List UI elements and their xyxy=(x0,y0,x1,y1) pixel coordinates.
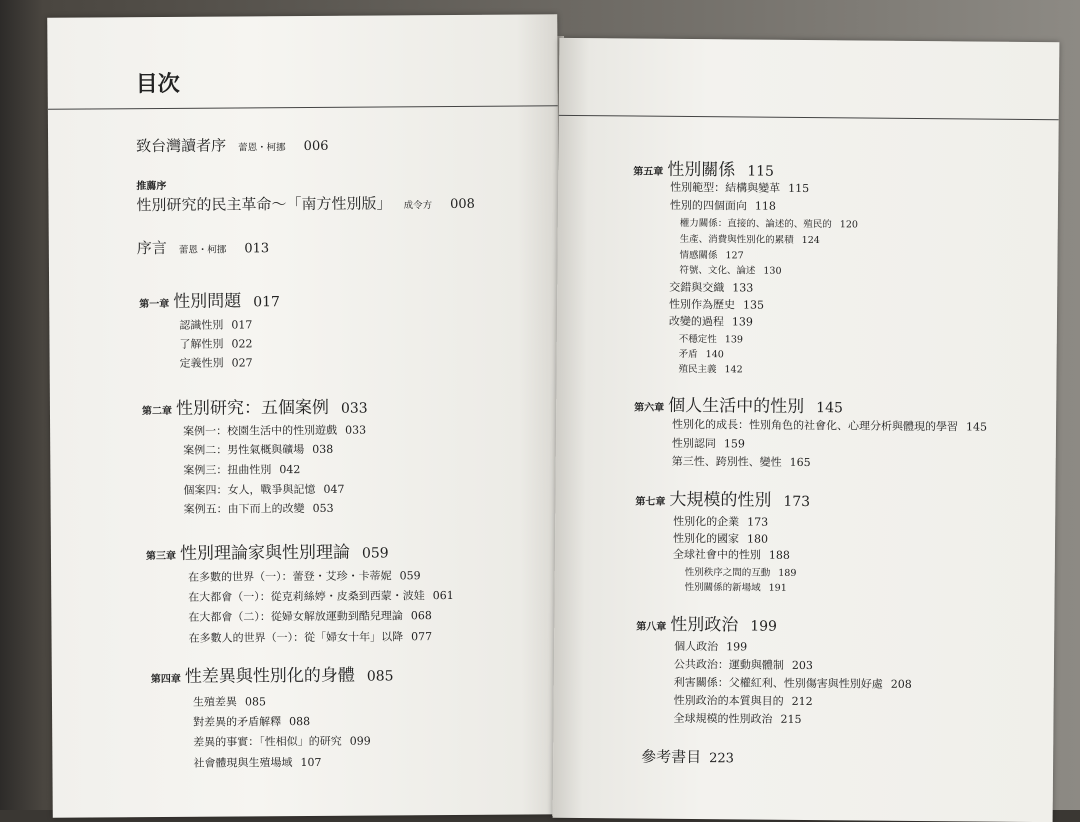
section-page: 208 xyxy=(890,677,912,691)
subsection-title: 權力關係：直接的、論述的、殖民的 xyxy=(679,217,832,231)
section-entry xyxy=(670,179,809,196)
subsection-entry xyxy=(679,331,743,346)
section-page: 088 xyxy=(289,714,311,729)
chapter-label: 第八章 xyxy=(636,621,667,633)
toc-title: 目次 xyxy=(135,71,180,98)
chapter-title: 個人生活中的性別 xyxy=(668,395,805,417)
section-title: 性別認同 xyxy=(671,436,716,451)
subsection-page: 142 xyxy=(724,364,743,376)
chapter-label: 第七章 xyxy=(635,496,666,508)
section-entry xyxy=(672,435,745,452)
chapter-page: 145 xyxy=(816,400,843,417)
section-title: 性別化的成長：性別角色的社會化、心理分析與體現的學習 xyxy=(671,417,959,434)
section-entry xyxy=(193,693,266,710)
section-entry xyxy=(188,628,432,646)
header-rule xyxy=(48,105,558,110)
section-entry xyxy=(188,567,421,585)
section-page: 139 xyxy=(731,315,753,329)
chapter-4-heading xyxy=(151,660,394,687)
section-title: 性別範型：結構與變革 xyxy=(670,180,781,195)
section-page: 022 xyxy=(231,337,253,351)
subsection-page: 120 xyxy=(839,219,858,231)
section-title: 定義性別 xyxy=(179,356,224,370)
chapter-label: 第六章 xyxy=(634,402,665,414)
subsection-page: 124 xyxy=(801,234,820,247)
section-page: 173 xyxy=(747,515,769,529)
chapter-title: 性別關係 xyxy=(667,159,736,181)
section-entry xyxy=(193,754,321,771)
chapter-title: 性別研究：五個案例 xyxy=(175,397,330,419)
subsection-entry xyxy=(685,564,797,579)
section-entry xyxy=(672,416,987,435)
section-entry xyxy=(183,422,366,439)
section-entry xyxy=(673,546,790,563)
section-title: 性別化的企業 xyxy=(673,514,740,529)
subsection-title: 矛盾 xyxy=(678,348,698,361)
section-entry xyxy=(669,313,753,330)
section-title: 對差異的矛盾解釋 xyxy=(193,715,282,729)
chapter-5-heading xyxy=(633,154,774,180)
back-matter-bibliography xyxy=(641,746,734,768)
chapter-8-heading xyxy=(636,610,777,636)
entry-page: 013 xyxy=(244,241,270,257)
header-rule xyxy=(559,115,1059,120)
section-entry xyxy=(673,513,768,530)
right-page xyxy=(553,38,1060,822)
section-page: 047 xyxy=(323,482,345,496)
subsection-page: 127 xyxy=(725,250,744,262)
subsection-entry xyxy=(679,247,743,262)
subsection-page: 189 xyxy=(778,567,797,579)
section-page: 165 xyxy=(789,455,811,470)
chapter-1-heading xyxy=(139,286,280,312)
chapter-title: 大規模的性別 xyxy=(669,489,772,511)
section-title: 在大都會（一）：從克莉絲婷・皮桑到西蒙・波娃 xyxy=(188,589,425,604)
section-page: 215 xyxy=(780,712,802,726)
section-entry xyxy=(674,692,813,709)
chapter-2-heading xyxy=(142,393,368,420)
entry-title: 性別研究的民主革命～「南方性別版」 xyxy=(136,194,392,215)
chapter-3-heading xyxy=(146,537,389,564)
front-matter-label: 推薦序 xyxy=(136,180,167,193)
section-page: 135 xyxy=(743,298,765,312)
section-page: 145 xyxy=(965,420,988,434)
section-title: 了解性別 xyxy=(179,337,224,351)
subsection-title: 生產、消費與性別化的累積 xyxy=(679,233,794,246)
subsection-page: 140 xyxy=(705,349,724,361)
section-entry xyxy=(669,296,764,313)
section-title: 認識性別 xyxy=(179,318,224,332)
chapter-label: 第二章 xyxy=(141,405,173,418)
section-title: 公共政治：運動與體制 xyxy=(673,657,785,672)
section-page: 203 xyxy=(791,658,814,673)
section-title: 性別的四個面向 xyxy=(669,198,748,213)
section-page: 053 xyxy=(312,501,334,515)
entry-title: 序言 xyxy=(136,238,167,258)
front-matter-recommendation xyxy=(136,192,474,215)
section-page: 061 xyxy=(432,588,454,603)
section-entry xyxy=(179,316,252,333)
section-title: 案例五：由下而上的改變 xyxy=(183,502,305,516)
section-entry xyxy=(188,587,454,605)
section-page: 033 xyxy=(345,423,367,437)
subsection-entry xyxy=(680,215,858,231)
section-page: 180 xyxy=(746,532,769,546)
subsection-page: 130 xyxy=(763,265,782,277)
chapter-page: 033 xyxy=(340,400,368,417)
front-matter-introduction xyxy=(137,236,270,258)
section-entry xyxy=(674,674,912,692)
section-title: 性別化的國家 xyxy=(672,531,740,546)
section-entry xyxy=(183,441,333,458)
chapter-label: 第五章 xyxy=(633,166,664,178)
left-page xyxy=(47,14,563,818)
entry-author: 蕾恩・柯挪 xyxy=(238,142,286,154)
subsection-title: 性別秩序之間的互動 xyxy=(684,566,771,579)
section-page: 188 xyxy=(768,548,790,562)
section-entry xyxy=(193,713,310,730)
chapter-label: 第四章 xyxy=(150,673,181,686)
chapter-title: 性差異與性別化的身體 xyxy=(184,665,355,687)
chapter-6-heading xyxy=(634,391,843,418)
entry-page: 223 xyxy=(709,751,735,767)
section-entry xyxy=(670,197,776,214)
section-entry xyxy=(188,607,432,625)
subsection-title: 符號、文化、論述 xyxy=(679,264,756,277)
chapter-label: 第一章 xyxy=(139,298,170,311)
subsection-entry xyxy=(685,579,787,594)
entry-page: 008 xyxy=(450,196,475,212)
chapter-page: 059 xyxy=(361,545,389,562)
subsection-entry xyxy=(679,346,724,360)
section-title: 個人政治 xyxy=(674,639,719,654)
section-page: 212 xyxy=(791,694,813,709)
section-entry xyxy=(180,354,253,371)
section-title: 在多數的世界（一）：蕾登・艾珍・卡蒂妮 xyxy=(188,569,392,584)
chapter-7-heading xyxy=(635,485,810,512)
chapter-page: 017 xyxy=(253,294,280,311)
section-page: 085 xyxy=(244,695,267,709)
chapter-page: 115 xyxy=(747,163,775,180)
chapter-page: 173 xyxy=(783,493,811,511)
subsection-title: 性別關係的新場域 xyxy=(684,581,761,594)
chapter-title: 性別理論家與性別理論 xyxy=(179,542,351,564)
section-title: 交錯與交織 xyxy=(669,280,725,295)
section-page: 038 xyxy=(312,442,334,456)
section-page: 017 xyxy=(231,318,253,332)
section-page: 059 xyxy=(399,569,421,583)
section-entry xyxy=(673,530,768,547)
section-title: 全球社會中的性別 xyxy=(672,547,761,562)
subsection-entry xyxy=(680,231,820,246)
section-page: 118 xyxy=(754,199,777,213)
section-title: 全球規模的性別政治 xyxy=(673,711,773,726)
section-page: 199 xyxy=(726,640,748,654)
section-entry xyxy=(669,279,753,296)
section-entry xyxy=(193,733,371,750)
section-entry xyxy=(183,481,344,498)
section-title: 性別政治的本質與目的 xyxy=(673,693,784,708)
subsection-entry xyxy=(679,262,781,277)
section-entry xyxy=(179,335,252,352)
section-page: 107 xyxy=(300,755,322,770)
subsection-title: 殖民主義 xyxy=(678,363,717,376)
section-entry xyxy=(184,500,334,517)
section-page: 159 xyxy=(723,437,745,451)
section-entry xyxy=(672,453,811,470)
section-page: 042 xyxy=(279,463,301,477)
section-title: 差異的事實：「性相似」的研究 xyxy=(193,734,342,749)
section-page: 099 xyxy=(349,734,371,748)
chapter-title: 性別政治 xyxy=(670,614,739,636)
section-page: 077 xyxy=(410,630,433,644)
subsection-entry xyxy=(678,361,742,376)
section-title: 生殖差異 xyxy=(192,695,238,709)
section-page: 115 xyxy=(788,181,810,196)
section-entry xyxy=(183,461,300,478)
section-entry xyxy=(673,710,801,727)
subsection-page: 191 xyxy=(768,582,787,594)
section-title: 案例二：男性氣概與礦場 xyxy=(183,443,305,457)
section-entry xyxy=(674,656,813,673)
chapter-title: 性別問題 xyxy=(173,291,242,312)
section-title: 案例三：扭曲性別 xyxy=(183,463,272,477)
section-entry xyxy=(674,638,747,655)
entry-title: 參考書目 xyxy=(641,747,702,767)
section-title: 案例一：校園生活中的性別遊戲 xyxy=(183,423,338,438)
entry-author: 蕾恩・柯挪 xyxy=(178,244,227,256)
section-title: 改變的過程 xyxy=(668,314,724,329)
section-title: 利害關係：父權紅利、性別傷害與性別好處 xyxy=(673,675,883,691)
chapter-label: 第三章 xyxy=(145,550,177,563)
front-matter-preface-taiwan xyxy=(136,134,329,156)
entry-title: 致台灣讀者序 xyxy=(136,136,227,156)
chapter-page: 199 xyxy=(750,618,778,635)
section-page: 027 xyxy=(231,356,253,370)
section-page: 068 xyxy=(410,609,432,623)
section-title: 性別作為歷史 xyxy=(669,297,736,312)
section-page: 133 xyxy=(732,281,754,295)
subsection-page: 139 xyxy=(724,334,743,346)
section-title: 社會體現與生殖場域 xyxy=(193,756,293,770)
entry-author: 成令方 xyxy=(403,200,433,212)
section-title: 在多數人的世界（一）：從「婦女十年」以降 xyxy=(188,630,404,645)
subsection-title: 不穩定性 xyxy=(678,333,717,346)
section-title: 在大都會（二）：從婦女解放運動到酷兒理論 xyxy=(188,609,403,624)
chapter-page: 085 xyxy=(366,668,394,685)
section-title: 第三性、跨別性、變性 xyxy=(671,454,782,469)
section-title: 個案四：女人，戰爭與記憶 xyxy=(183,482,316,497)
subsection-title: 情感關係 xyxy=(679,249,718,262)
entry-page: 006 xyxy=(303,138,329,155)
